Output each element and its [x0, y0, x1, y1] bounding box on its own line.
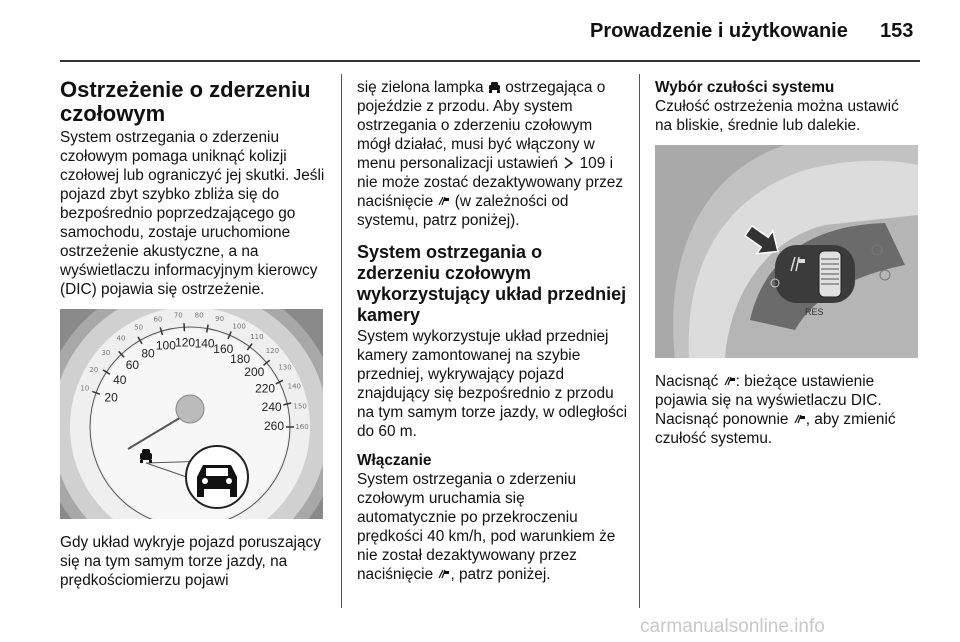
- speedometer-outer-label: 80: [194, 311, 204, 320]
- distance-button-icon: [793, 413, 806, 425]
- speedometer-label: 160: [213, 342, 234, 357]
- text-run: System ostrzegania o zderzeniu czołowym uruchamia się automatycznie po przekroczeniu prędkości 40 km/h, pod warunkiem że nie został dezaktywowany przez naciśnięcie: [357, 471, 616, 583]
- header-rule: [60, 60, 920, 62]
- speedometer-outer-label: 30: [101, 349, 111, 357]
- speedometer-label: 180: [230, 351, 251, 366]
- text-run: Nacisnąć: [655, 373, 719, 390]
- speedometer-label: 240: [261, 399, 282, 414]
- paragraph-activation: [357, 470, 627, 584]
- text-run: , aby zmienić czułość systemu.: [655, 411, 896, 447]
- speedometer-outer-label: 110: [250, 333, 264, 342]
- speedometer-figure: [60, 309, 323, 519]
- column-divider-2: [639, 74, 640, 608]
- speedometer-outer-label: 90: [215, 315, 225, 323]
- subheading-activation: Włączanie: [357, 452, 432, 469]
- speedometer-outer-label: 60: [153, 315, 163, 324]
- speedometer-illustration: [60, 309, 323, 519]
- paragraph-sensitivity: Czułość ostrzeżenia można ustawić na bliskie, średnie lub dalekie.: [655, 98, 899, 134]
- speedometer-outer-label: 120: [265, 347, 280, 356]
- speedometer-outer-label: 160: [295, 423, 309, 431]
- column-2: [357, 78, 627, 594]
- steering-wheel-illustration: [655, 145, 918, 358]
- reference-arrow-icon: [562, 157, 575, 169]
- speedometer-outer-label: 140: [287, 382, 301, 391]
- speedometer-outer-label: 10: [80, 384, 90, 393]
- car-ahead-icon: [488, 81, 501, 93]
- wheel-res-label: RES: [805, 307, 824, 317]
- column-1: [60, 78, 328, 600]
- steering-wheel-figure: [655, 145, 918, 358]
- section-heading-camera: System ostrzegania o zderzeniu czołowym wykorzystujący układ przedniej kamery: [357, 242, 627, 325]
- page-number: 153: [880, 20, 914, 42]
- speedometer-label: 200: [244, 365, 265, 380]
- distance-button-icon: [437, 195, 450, 207]
- paragraph-green-lamp: [357, 78, 627, 230]
- speedometer-outer-label: 20: [89, 365, 99, 374]
- distance-button-icon: [437, 568, 450, 580]
- speedometer-label: 140: [194, 336, 215, 351]
- distance-button-icon: [723, 375, 736, 387]
- speedometer-label: 260: [263, 419, 285, 434]
- column-3: [655, 78, 920, 458]
- header-title: Prowadzenie i użytkowanie: [590, 20, 848, 42]
- speedometer-label: 40: [113, 372, 127, 387]
- text-run: i nie może zostać dezaktywowany przez naciśnięcie: [357, 155, 624, 210]
- page-header: [0, 0, 960, 60]
- speedometer-outer-label: 150: [293, 402, 307, 411]
- text-run: się zielona lampka: [357, 79, 484, 96]
- paragraph-intro: System ostrzegania o zderzeniu czołowym pomaga uniknąć kolizji czołowej lub ograniczyć jej skutki. Jeśli pojazd zbyt szybko zbliża się do bezpośrednio poprzedzającego go samochodu, zostaje uruchomione ostrzeżenie akustyczne, a na wyświetlaczu informacyjnym kierowcy (DIC) pojawia się ostrzeżenie.: [60, 129, 325, 298]
- speedometer-outer-label: 50: [134, 323, 144, 332]
- column-divider-1: [341, 74, 342, 608]
- text-run: (w zależności od systemu, patrz poniżej).: [357, 193, 569, 229]
- speedometer-outer-label: 100: [232, 322, 246, 331]
- paragraph-camera: System wykorzystuje układ przedniej kamery zamontowanej na szybie przedniej, wykrywający pojazd znajdujący się bezpośrednio z przodu na tym samym torze jazdy, w odległości do 60 m.: [357, 328, 627, 440]
- paragraph-press: [655, 372, 920, 448]
- speedometer-label: 60: [125, 358, 140, 373]
- speedometer-label: 20: [104, 390, 118, 405]
- speedometer-label: 120: [175, 335, 196, 350]
- text-run: : bieżące ustawienie pojawia się na wyświetlaczu DIC. Nacisnąć ponownie: [655, 373, 882, 428]
- text-run: , patrz poniżej.: [450, 566, 551, 583]
- speedometer-outer-label: 130: [278, 363, 292, 372]
- speedometer-label: 220: [255, 381, 276, 396]
- paragraph-detection: Gdy układ wykryje pojazd poruszający się na tym samym torze jazdy, na prędkościomierzu pojawi: [60, 534, 321, 589]
- page-reference: 109: [579, 155, 606, 172]
- speedometer-label: 100: [155, 338, 176, 353]
- watermark: carmanualsonline.info: [640, 616, 825, 637]
- section-heading-frontal-collision: Ostrzeżenie o zderzeniu czołowym: [60, 77, 311, 126]
- text-run: ostrzegająca o pojeździe z przodu. Aby system ostrzegania o zderzeniu czołowym mógł działać, musi być włączony w menu personalizacji ustawień: [357, 79, 606, 172]
- speedometer-outer-label: 70: [173, 311, 183, 320]
- speedometer-outer-label: 40: [116, 334, 126, 343]
- subheading-sensitivity: Wybór czułości systemu: [655, 79, 835, 96]
- speedometer-label: 80: [141, 346, 155, 361]
